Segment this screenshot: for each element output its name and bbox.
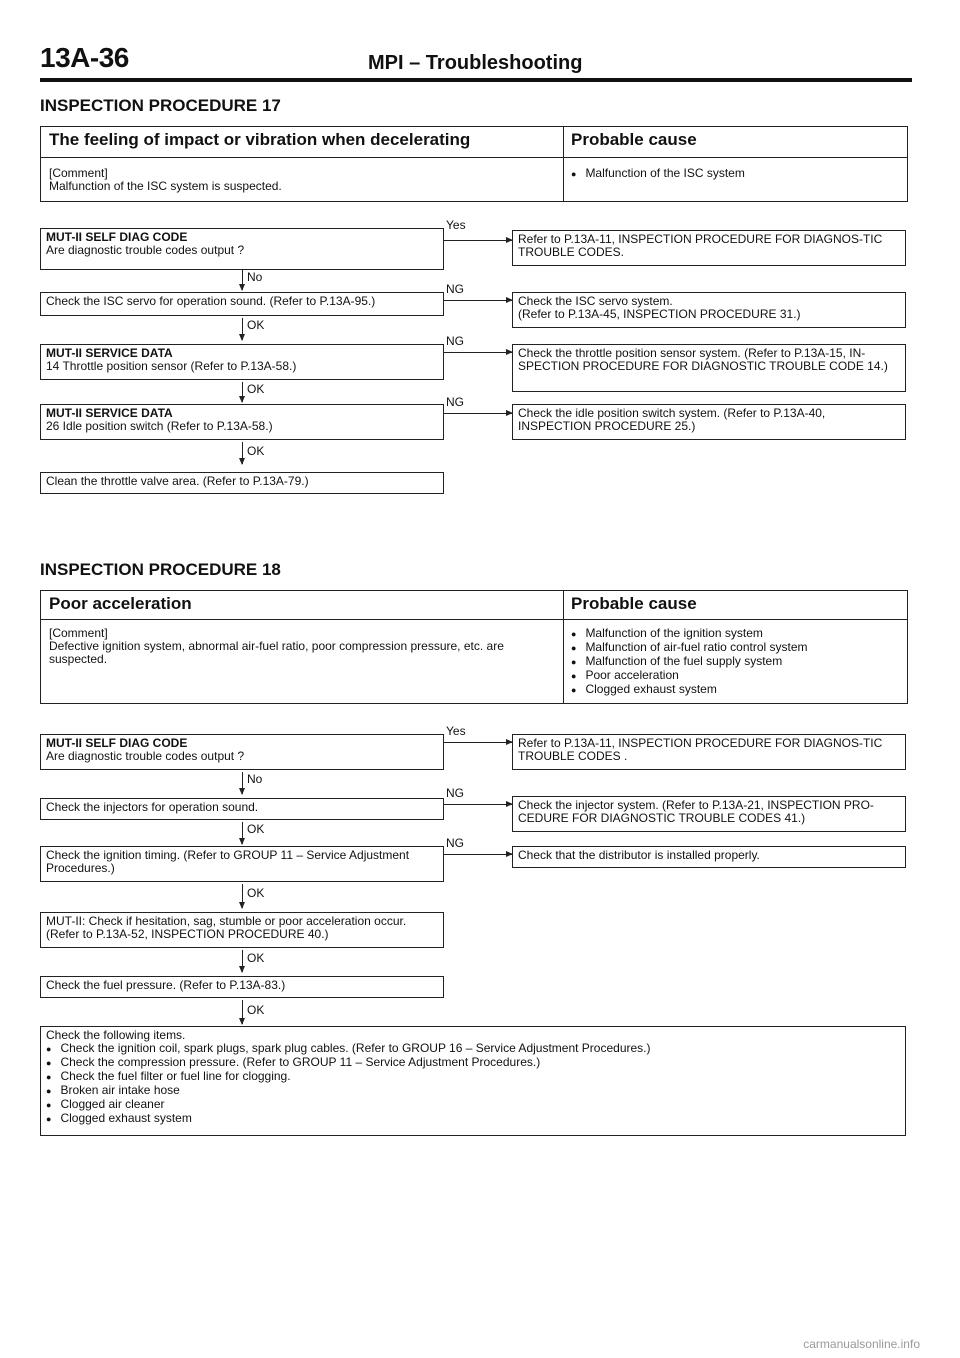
branch-label-ok: OK <box>247 1003 265 1017</box>
step-title: MUT-II SELF DIAG CODE <box>46 736 188 750</box>
p18-step-hesitation-check <box>40 912 444 948</box>
branch-label-no: No <box>247 772 263 786</box>
watermark-text: carmanualsonline.info <box>803 1337 920 1351</box>
p17-action-idle-switch-system <box>512 404 906 440</box>
checklist-item: ● Clogged air cleaner <box>46 1098 900 1112</box>
checklist-item: ● Check the ignition coil, spark plugs, spark plug cables. (Refer to GROUP 16 – Service Adjustment Procedures.) <box>46 1042 900 1056</box>
branch-label-ok: OK <box>247 444 265 458</box>
symptom-title: The feeling of impact or vibration when decelerating <box>49 130 471 149</box>
p17-step-throttle-sensor <box>40 344 444 380</box>
branch-label-ng: NG <box>446 836 464 850</box>
step-body: MUT-II: Check if hesitation, sag, stumble or poor acceleration occur. (Refer to P.13A-52, INSPECTION PROCEDURE 40.) <box>46 914 407 941</box>
branch-label-ng: NG <box>446 282 464 296</box>
p17-step-clean-throttle <box>40 472 444 494</box>
arrow-right <box>444 413 512 414</box>
step-body: Are diagnostic trouble codes output ? <box>46 749 245 763</box>
step-title: MUT-II SERVICE DATA <box>46 406 173 420</box>
cause-item: ● Malfunction of air-fuel ratio control system <box>571 641 808 655</box>
branch-label-yes: Yes <box>446 724 466 738</box>
p17-step-idle-switch <box>40 404 444 440</box>
action-text: Check that the distributor is installed properly. <box>518 848 760 862</box>
arrow-down <box>242 950 243 972</box>
p18-action-injector-system <box>512 796 906 832</box>
action-title: Check the ISC servo system. <box>518 294 673 308</box>
p18-step-self-diag <box>40 734 444 770</box>
cause-item: ● Clogged exhaust system <box>571 683 808 697</box>
step-body: Check the fuel pressure. (Refer to P.13A-83.) <box>46 978 286 992</box>
arrow-right <box>444 240 512 241</box>
action-text: (Refer to P.13A-45, INSPECTION PROCEDURE 31.) <box>518 307 801 321</box>
p18-step-injector-sound <box>40 798 444 820</box>
procedure-17-summary-table <box>40 126 908 202</box>
arrow-right <box>444 352 512 353</box>
arrow-right <box>444 742 512 743</box>
arrow-right <box>444 300 512 301</box>
cause-item: ● Malfunction of the fuel supply system <box>571 655 808 669</box>
probable-cause-label: Probable cause <box>571 130 697 149</box>
page-number: 13A-36 <box>40 42 129 73</box>
branch-label-ng: NG <box>446 395 464 409</box>
arrow-down <box>242 772 243 794</box>
arrow-down <box>242 382 243 402</box>
cause-item: ● Malfunction of the ignition system <box>571 627 808 641</box>
arrow-down <box>242 318 243 340</box>
arrow-down <box>242 884 243 908</box>
comment-text: Malfunction of the ISC system is suspected. <box>49 179 282 193</box>
checklist-item: ● Check the fuel filter or fuel line for clogging. <box>46 1070 900 1084</box>
step-title: MUT-II SELF DIAG CODE <box>46 230 188 244</box>
step-body: Check the ISC servo for operation sound. (Refer to P.13A-95.) <box>46 294 376 308</box>
arrow-right <box>444 804 512 805</box>
procedure-18-heading: INSPECTION PROCEDURE 18 <box>40 560 281 579</box>
checklist-items <box>46 1042 900 1126</box>
arrow-down <box>242 1000 243 1024</box>
procedure-17-heading: INSPECTION PROCEDURE 17 <box>40 96 281 115</box>
step-body: Clean the throttle valve area. (Refer to P.13A-79.) <box>46 474 309 488</box>
procedure-18-summary-table <box>40 590 908 704</box>
comment-text: Defective ignition system, abnormal air-fuel ratio, poor compression pressure, etc. are suspected. <box>49 639 504 666</box>
action-text: Refer to P.13A-11, INSPECTION PROCEDURE FOR DIAGNOS-TIC TROUBLE CODES. <box>518 232 883 259</box>
action-text: Refer to P.13A-11, INSPECTION PROCEDURE FOR DIAGNOS-TIC TROUBLE CODES . <box>518 736 883 763</box>
step-body: Check the ignition timing. (Refer to GROUP 11 – Service Adjustment Procedures.) <box>46 848 410 875</box>
p17-step-isc-servo-sound <box>40 292 444 316</box>
p18-action-refer-dtc <box>512 734 906 770</box>
step-body: 26 Idle position switch (Refer to P.13A-58.) <box>46 419 273 433</box>
p17-action-refer-dtc <box>512 230 906 266</box>
table-column-divider <box>563 127 564 201</box>
step-body: Are diagnostic trouble codes output ? <box>46 243 245 257</box>
branch-label-ok: OK <box>247 822 265 836</box>
cause-list <box>571 627 808 697</box>
p18-step-fuel-pressure <box>40 976 444 998</box>
branch-label-ok: OK <box>247 886 265 900</box>
branch-label-ng: NG <box>446 334 464 348</box>
header-rule <box>40 78 912 82</box>
action-text: Check the idle position switch system. (Refer to P.13A-40, INSPECTION PROCEDURE 25.) <box>518 406 826 433</box>
step-title: MUT-II SERVICE DATA <box>46 346 173 360</box>
table-divider <box>41 157 907 158</box>
symptom-title: Poor acceleration <box>49 594 192 613</box>
p18-action-distributor <box>512 846 906 868</box>
p17-action-throttle-sensor-system <box>512 344 906 392</box>
branch-label-no: No <box>247 270 263 284</box>
p18-final-checklist <box>40 1026 906 1136</box>
checklist-item: ● Clogged exhaust system <box>46 1112 900 1126</box>
p18-step-ignition-timing <box>40 846 444 882</box>
branch-label-ok: OK <box>247 382 265 396</box>
table-column-divider <box>563 591 564 703</box>
action-text: Check the injector system. (Refer to P.13A-21, INSPECTION PRO-CEDURE FOR DIAGNOSTIC TROUBLE CODES 41.) <box>518 798 874 825</box>
step-body: Check the injectors for operation sound. <box>46 800 259 814</box>
checklist-item: ● Broken air intake hose <box>46 1084 900 1098</box>
arrow-down <box>242 270 243 290</box>
comment-tag: [Comment] <box>49 626 108 640</box>
arrow-down <box>242 442 243 464</box>
branch-label-yes: Yes <box>446 218 466 232</box>
branch-label-ng: NG <box>446 786 464 800</box>
cause-list <box>571 167 745 181</box>
table-divider <box>41 619 907 620</box>
step-body: 14 Throttle position sensor (Refer to P.13A-58.) <box>46 359 297 373</box>
action-text: Check the throttle position sensor system. (Refer to P.13A-15, IN-SPECTION PROCEDURE FOR DIAGNOSTIC TROUBLE CODE 14.) <box>518 346 888 373</box>
branch-label-ok: OK <box>247 318 265 332</box>
p17-action-isc-servo-system <box>512 292 906 328</box>
cause-item: ● Poor acceleration <box>571 669 808 683</box>
comment-tag: [Comment] <box>49 166 108 180</box>
page-title: MPI – Troubleshooting <box>368 52 583 74</box>
checklist-intro: Check the following items. <box>46 1028 186 1042</box>
branch-label-ok: OK <box>247 951 265 965</box>
arrow-right <box>444 854 512 855</box>
arrow-down <box>242 822 243 844</box>
p17-step-self-diag <box>40 228 444 270</box>
checklist-item: ● Check the compression pressure. (Refer to GROUP 11 – Service Adjustment Procedures.) <box>46 1056 900 1070</box>
cause-item: ● Malfunction of the ISC system <box>571 167 745 181</box>
probable-cause-label: Probable cause <box>571 594 697 613</box>
